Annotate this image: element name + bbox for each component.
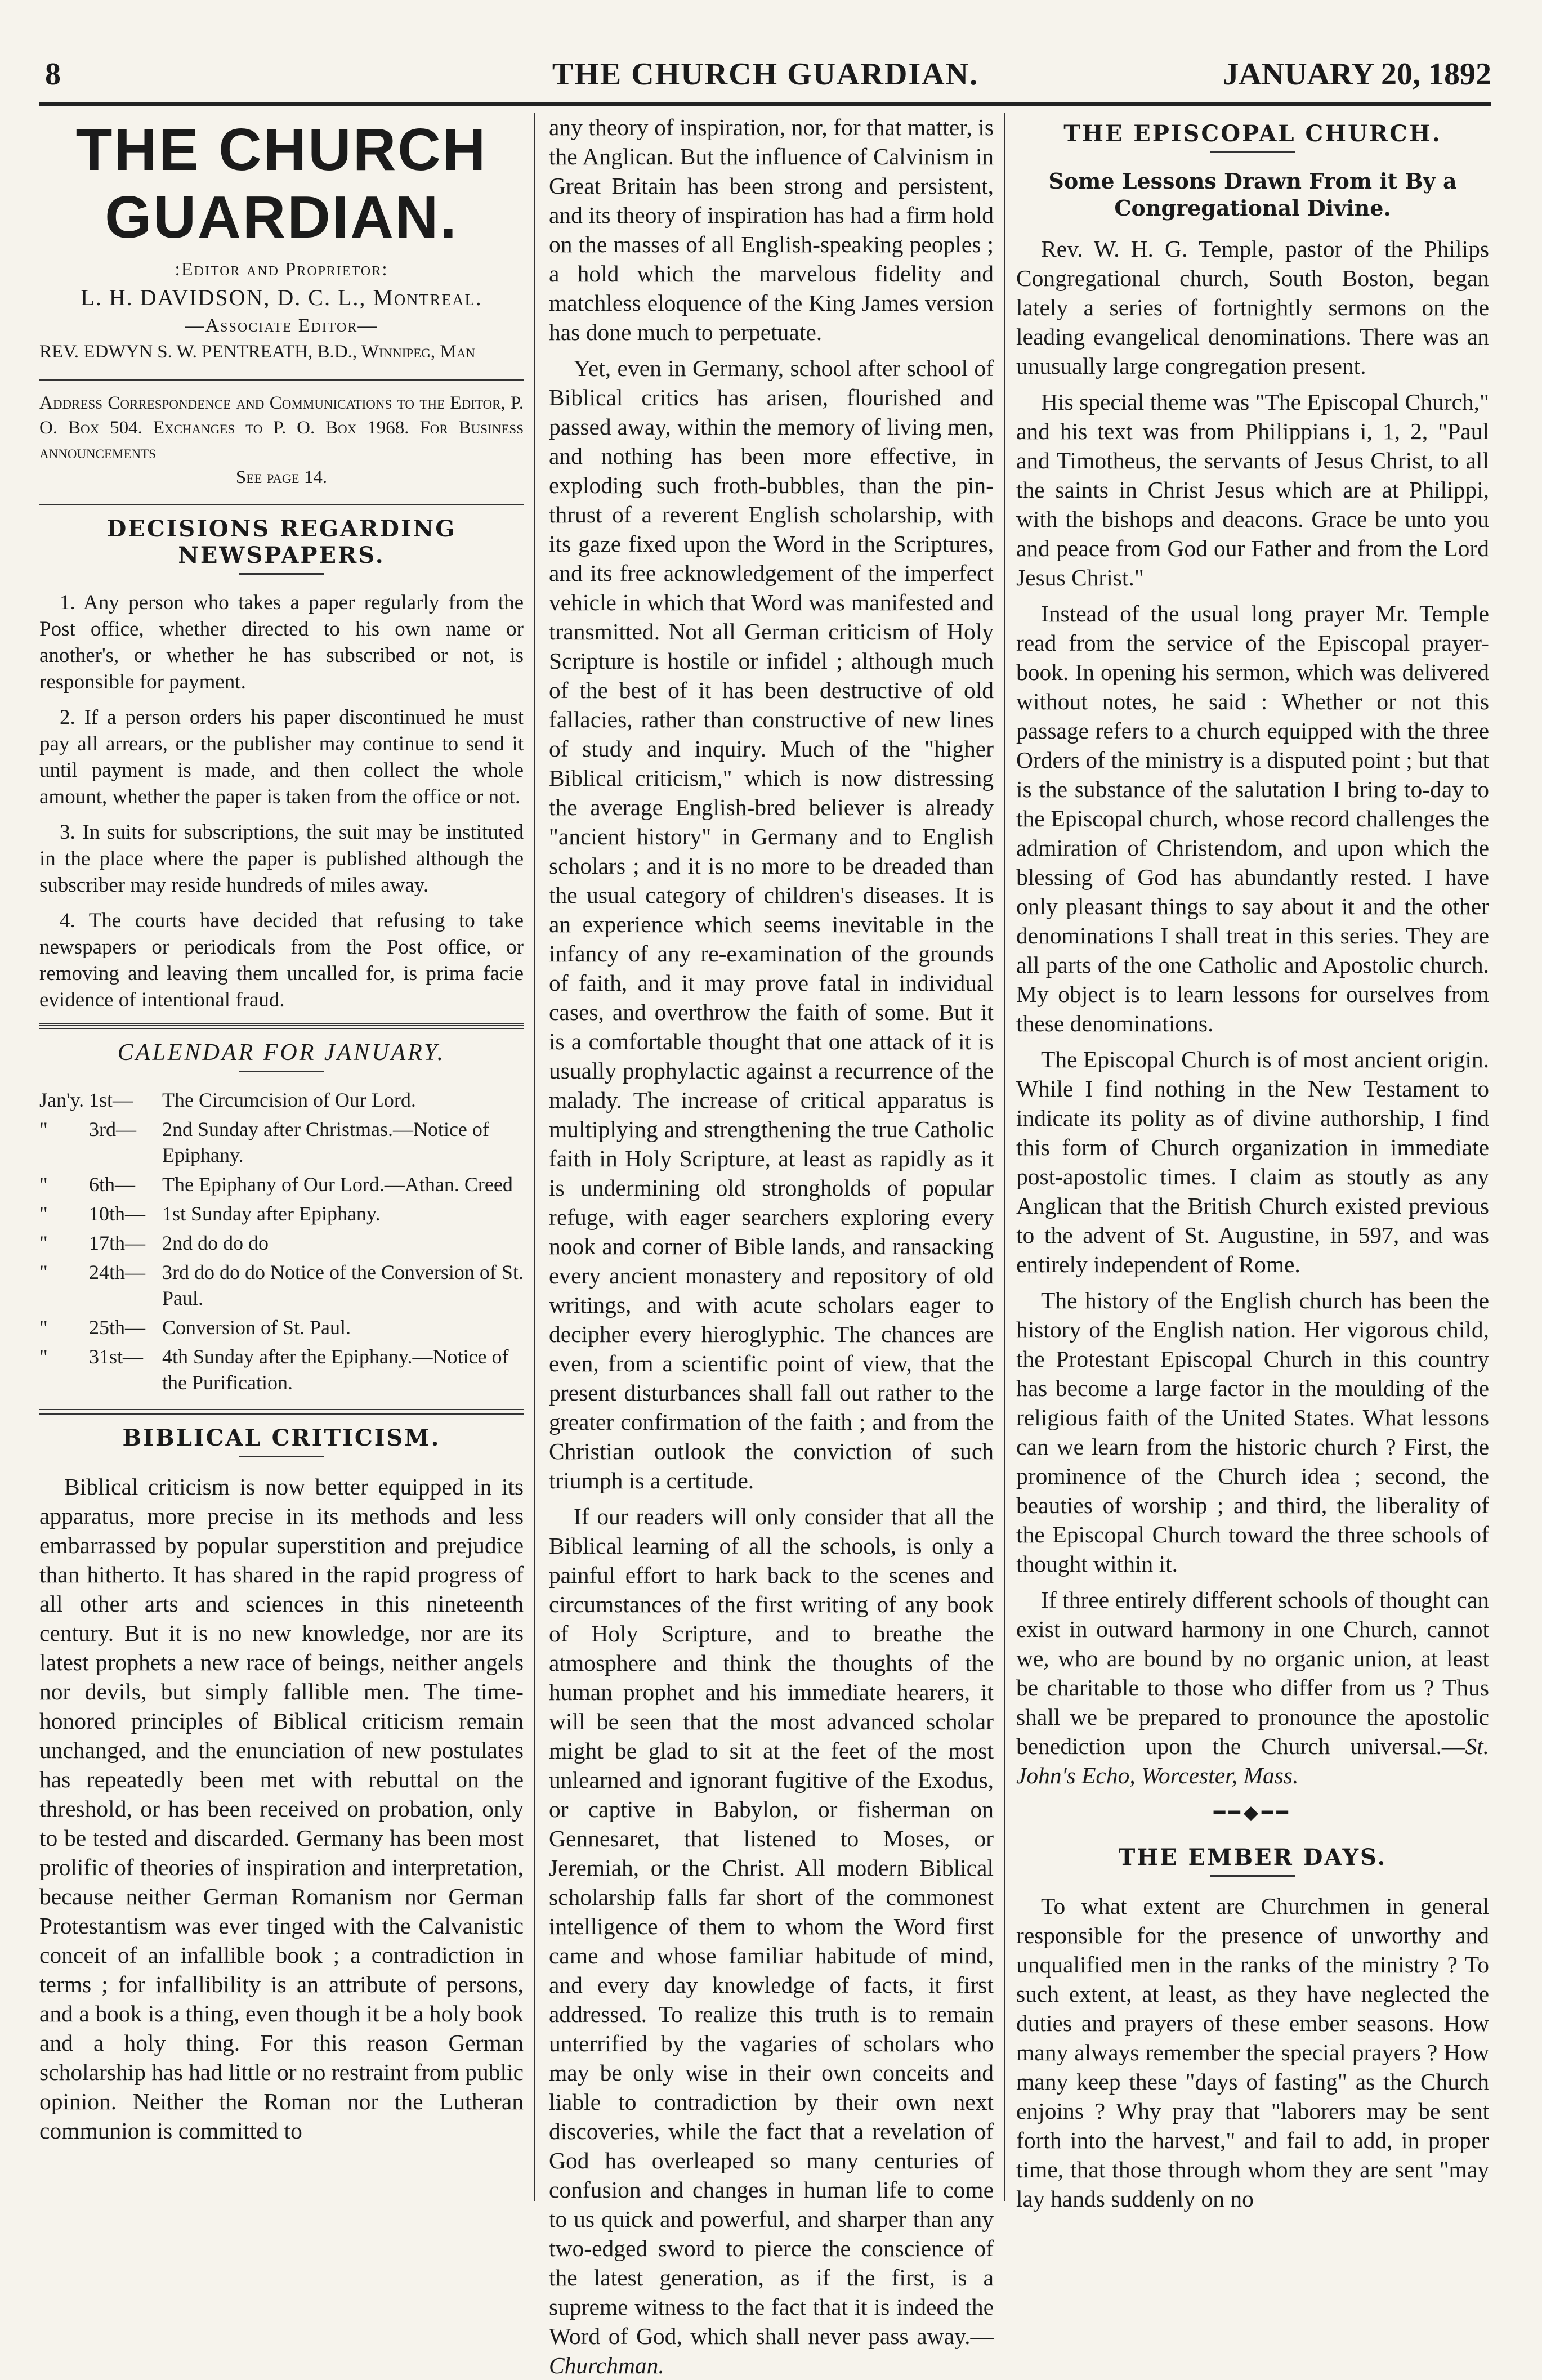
decisions-heading: DECISIONS REGARDING NEWSPAPERS. (106, 516, 457, 569)
calendar-observance: 3rd do do do Notice of the Conversion of St. Paul. (162, 1261, 524, 1309)
article-paragraph: Instead of the usual long prayer Mr. Temple read from the service of the Episcopal prayer-book. In opening his sermon, which was delivered without notes, he said : Whether or not this passage refers to a church equipped with the three Orders of the ministry is a disputed point ; but that is the substance of the salutation I bring to-day to the Episcopal church, whose record challenges the admiration of Christendom, and upon which the blessing of God has abundantly rested. I have only pleasant things to say about it and the other denominations I shall treat in this series. They are all parts of the one Catholic and Apostolic church. My object is to learn lessons for ourselves from these denominations. (1016, 601, 1489, 1036)
short-rule (239, 573, 324, 575)
calendar-month: Jan'y. (39, 1089, 84, 1111)
calendar-month: " (39, 1261, 48, 1283)
running-title: THE CHURCH GUARDIAN. (552, 57, 979, 92)
calendar-day: 3rd— (89, 1118, 136, 1140)
short-rule (1210, 151, 1295, 153)
calendar-day: 25th— (89, 1316, 146, 1339)
double-rule (39, 1409, 524, 1415)
article-paragraph: The Episcopal Church is of most ancient origin. While I find nothing in the New Testament to indicate its polity as of divine authorship, I find this form of Church organization in immediate post-apostolic times. I claim as stoutly as any Anglican that the British Church existed previous to the advent of St. Augustine, in 597, and was entirely independent of Rome. (1016, 1046, 1489, 1277)
address-notice: Address Correspondence and Communications to the Editor, P. O. Box 504. Exchanges to P. O. Box 1968. For Business announcements (39, 393, 524, 463)
calendar-month: " (39, 1316, 48, 1339)
column-2 (549, 113, 994, 2378)
article-paragraph: To what extent are Churchmen in general responsible for the presence of unworthy and unqualified men in the ranks of the ministry ? To such extent, at least, as they have neglected the duties and prayers of these ember seasons. How many always remember the special prayers ? How many keep these "days of fasting" as the Church enjoins ? Why pray that "laborers may be sent forth into the harvest," and fail to add, in proper time, that those through whom they are sent "may lay hands suddenly on no (1016, 1893, 1489, 2212)
issue-date: JANUARY 20, 1892 (1223, 57, 1491, 92)
article-paragraph: Rev. W. H. G. Temple, pastor of the Philips Congregational church, South Boston, began lately a series of fortnightly sermons on the leading evangelical denominations. There was an unusually large congregation present. (1016, 236, 1489, 379)
calendar-observance: 2nd do do do (162, 1232, 269, 1254)
page-header (39, 19, 1491, 104)
calendar-day: 1st— (89, 1089, 133, 1111)
article-source: Churchman. (549, 2352, 664, 2378)
double-rule (39, 1023, 524, 1029)
article-source: St. John's Echo, Worcester, Mass. (1016, 1733, 1489, 1788)
short-rule (1210, 1875, 1295, 1877)
calendar-day: 31st— (89, 1345, 144, 1368)
masthead-title: THE CHURCH GUARDIAN. (75, 117, 488, 250)
see-page-notice: See page 14. (235, 467, 328, 487)
page-number: 8 (45, 57, 61, 92)
episcopal-kicker: Some Lessons Drawn From it By a Congregational Divine. (1048, 168, 1457, 221)
calendar-observance: The Circumcision of Our Lord. (162, 1089, 416, 1111)
calendar-row (39, 1087, 524, 1116)
calendar-month: " (39, 1173, 48, 1196)
article-text: If three entirely different schools of thought can exist in outward harmony in one Church, cannot we, who are bound by no organic union, at least be charitable to those who differ from us ? Thus shall we be prepared to pronounce the apostolic benediction upon the Church universal.— (1016, 1587, 1489, 1759)
decision-item: 1. Any person who takes a paper regularly from the Post office, whether directed to his own name or another's, or whether he has subscribed or not, is responsible for payment. (39, 591, 524, 694)
associate-label: —Associate Editor— (185, 315, 378, 336)
calendar-row (39, 1344, 524, 1399)
episcopal-heading: THE EPISCOPAL CHURCH. (1063, 120, 1442, 147)
calendar-month: " (39, 1118, 48, 1140)
calendar-observance: 4th Sunday after the Epiphany.—Notice of the Purification. (162, 1345, 509, 1394)
calendar-row (39, 1230, 524, 1259)
header-rule (39, 102, 1491, 106)
article-paragraph: Yet, even in Germany, school after school of Biblical critics has arisen, flourished and passed away, within the memory of living men, and nothing has been more effective, in exploding such froth-bubbles, than the pin-thrust of a reverent English scholarship, with its gaze fixed upon the Word in the Scriptures, and its free acknowledgement of the imperfect vehicle in which that Word was manifested and transmitted. Not all German criticism of Holy Scripture is hostile or infidel ; although much of the best of it has been destructive of old fallacies, rather than constructive of new lines of study and inquiry. Much of the "higher Biblical criticism," which is now distressing the average English-bred believer is already "ancient history" in Germany and to English scholars ; and it is no more to be dreaded than the usual category of children's diseases. It is an experience which seems inevitable in the infancy of any re-examination of the grounds of faith, and it may prove fatal in individual cases, and overthrow the faith of some. But it is a comfortable thought that one attack of it is usually prophylactic against a recurrence of the malady. The increase of critical apparatus is multiplying and strengthening the true Catholic faith in Holy Scripture, at least as rapidly as it is undermining old strongholds of popular refuge, with eager searchers exploring every nook and corner of Bible lands, and ransacking every ancient monastery and repository of old writings, and with acute scholars eager to decipher every hieroglyphic. The chances are even, from a scientific point of view, that the present disturbances shall fall out rather to the greater confirmation of the faith ; and from the Christian outlook the conviction of such triumph is a certitude. (549, 355, 994, 1493)
calendar-observance: 1st Sunday after Epiphany. (162, 1202, 381, 1225)
calendar-row (39, 1116, 524, 1171)
ornament-divider: ━━◆━━ (1213, 1802, 1292, 1823)
editor-name: L. H. DAVIDSON, D. C. L., Montreal. (81, 285, 482, 310)
calendar-observance: 2nd Sunday after Christmas.—Notice of Epiphany. (162, 1118, 489, 1166)
calendar-month: " (39, 1202, 48, 1225)
calendar-observance: The Epiphany of Our Lord.—Athan. Creed (162, 1173, 513, 1196)
decision-item: 4. The courts have decided that refusing to take newspapers or periodicals from the Post office, or removing and leaving them uncalled for, is prima facie evidence of intentional fraud. (39, 909, 524, 1012)
article-paragraph (549, 1502, 994, 2380)
article-paragraph: Biblical criticism is now better equipped in its apparatus, more precise in its methods and less embarrassed by popular superstition and prejudice than hitherto. It has shared in the rapid progress of all other arts and sciences in this nineteenth century. But it is no new knowledge, nor are its latest prophets a new race of beings, neither angels nor devils, but simply fallible men. The time-honored principles of Biblical criticism remain unchanged, and the enunciation of new postulates has repeatedly been met with rebuttal on the threshold, or has been received on probation, only to be tested and discarded. Germany has been most prolific of theories of inspiration and interpretation, because neither German Romanism nor German Protestantism was ever tinged with the Calvanistic conceit of an infallible book ; a contradiction in terms ; for infallibility is an attribute of persons, and a book is a thing, even though it be a holy book and a holy thing. For this reason German scholarship has had little or no restraint from public opinion. Neither the Roman nor the Lutheran communion is committed to (39, 1474, 524, 2144)
calendar-month: " (39, 1232, 48, 1254)
calendar-table (39, 1087, 524, 1399)
calendar-row (39, 1314, 524, 1344)
ember-heading: THE EMBER DAYS. (1118, 1844, 1387, 1871)
calendar-row (39, 1259, 524, 1314)
article-paragraph: His special theme was "The Episcopal Church," and his text was from Philippians i, 1, 2, "Paul and Timotheus, the servants of Jesus Christ, to all the saints in Christ Jesus which are at Philippi, with the bishops and deacons. Grace be unto you and peace from God our Father and from the Lord Jesus Christ." (1016, 389, 1489, 590)
calendar-day: 24th— (89, 1261, 146, 1283)
calendar-month: " (39, 1345, 48, 1368)
decision-item: 2. If a person orders his paper discontinued he must pay all arrears, or the publisher may continue to send it until payment is made, and then collect the whole amount, whether the paper is taken from the office or not. (39, 706, 524, 808)
calendar-row (39, 1171, 524, 1201)
column-3 (1016, 113, 1489, 2212)
column-divider (534, 113, 535, 2201)
associate-name: REV. EDWYN S. W. PENTREATH, B.D., Winnipeg, Man (39, 342, 475, 362)
calendar-day: 6th— (89, 1173, 136, 1196)
article-text: If our readers will only consider that all the Biblical learning of all the schools, is only a painful effort to hark back to the scenes and circumstances of the first writing of any book of Holy Scripture, and to breathe the atmosphere and think the thoughts of the human prophet and his immediate hearers, it will be seen that the most advanced scholar might be glad to sit at the feet of the most unlearned and ignorant fugitive of the Exodus, or captive in Babylon, or fisherman on Gennesaret, that listened to Moses, or Jeremiah, or the Christ. All modern Biblical scholarship falls far short of the commonest intelligence of them to whom the Word first came and whose familiar habitude of mind, and every day knowledge of facts, it first addressed. To realize this truth is to remain unterrified by the vagaries of scholars who may be only wise in their own conceits and liable to contradiction by their own next discoveries, while the fact that a revelation of God has overleaped so many centuries of confusion and changes in human life to come to us quick and powerful, and sharper than any two-edged sword to pierce the conscience of the latest generation, as if the first, is a supreme witness to the fact that it is indeed the Word of God, which shall never pass away.— (549, 1504, 994, 2349)
calendar-observance: Conversion of St. Paul. (162, 1316, 351, 1339)
decision-item: 3. In suits for subscriptions, the suit may be instituted in the place where the paper is published although the subscriber may reside hundreds of miles away. (39, 821, 524, 897)
double-rule (39, 375, 524, 381)
calendar-day: 10th— (89, 1202, 146, 1225)
column-divider (1004, 113, 1005, 2201)
calendar-row (39, 1201, 524, 1230)
calendar-heading: CALENDAR FOR JANUARY. (117, 1040, 446, 1066)
double-rule (39, 500, 524, 505)
column-1 (39, 113, 524, 2195)
editor-label: :Editor and Proprietor: (175, 259, 388, 280)
calendar-day: 17th— (89, 1232, 146, 1254)
article-paragraph: The history of the English church has been the history of the English nation. Her vigorous child, the Protestant Episcopal Church in this country has become a large factor in the moulding of the religious faith of the United States. What lessons can we learn from the historic church ? First, the prominence of the Church idea ; second, the beauties of worship ; and third, the liberality of the Episcopal Church toward the three schools of thought within it. (1016, 1287, 1489, 1577)
article-paragraph: any theory of inspiration, nor, for that matter, is the Anglican. But the influence of Calvinism in Great Britain has been strong and persistent, and its theory of inspiration has had a firm hold on the masses of all English-speaking peoples ; a hold which the marvelous fidelity and matchless eloquence of the King James version has done much to perpetuate. (549, 114, 994, 345)
short-rule (239, 1071, 324, 1072)
article-paragraph (1016, 1585, 1489, 1790)
biblical-heading: BIBLICAL CRITICISM. (122, 1425, 441, 1451)
short-rule (239, 1456, 324, 1457)
